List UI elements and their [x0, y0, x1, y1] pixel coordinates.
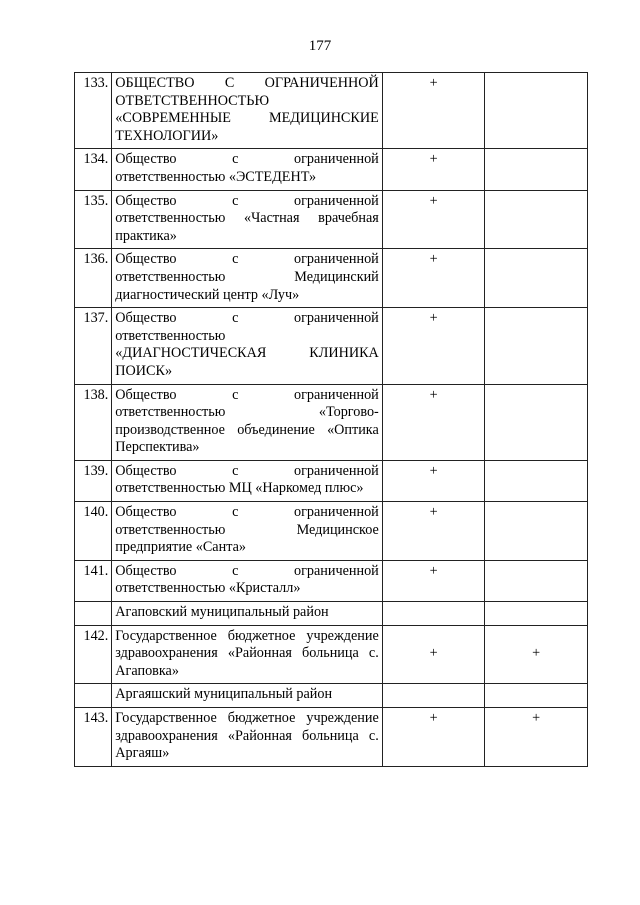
row-number: 133. — [75, 73, 112, 149]
mark-col-1 — [382, 684, 485, 708]
organization-name: ОБЩЕСТВО С ОГРАНИЧЕННОЙ ОТВЕТСТВЕННОСТЬЮ «СОВРЕМЕННЫЕ МЕДИЦИНСКИЕ ТЕХНОЛОГИИ» — [112, 73, 382, 149]
mark-col-1: + — [382, 249, 485, 308]
mark-col-1: + — [382, 560, 485, 601]
row-number — [75, 602, 112, 626]
mark-col-2 — [485, 73, 588, 149]
mark-col-1: + — [382, 708, 485, 767]
organization-name: Общество с ограниченной ответственностью Медицинское предприятие «Санта» — [112, 502, 382, 561]
organization-name: Общество с ограниченной ответственностью Медицинский диагностический центр «Луч» — [112, 249, 382, 308]
table-row — [75, 308, 588, 384]
mark-col-2 — [485, 460, 588, 501]
mark-col-1: + — [382, 73, 485, 149]
mark-col-1: + — [382, 460, 485, 501]
organization-name: Общество с ограниченной ответственностью «Кристалл» — [112, 560, 382, 601]
mark-col-1: + — [382, 384, 485, 460]
row-number: 140. — [75, 502, 112, 561]
mark-col-2 — [485, 190, 588, 249]
row-number: 137. — [75, 308, 112, 384]
mark-col-2 — [485, 684, 588, 708]
row-number: 138. — [75, 384, 112, 460]
table-row — [75, 249, 588, 308]
organization-name: Общество с ограниченной ответственностью «ЭСТЕДЕНТ» — [112, 149, 382, 190]
mark-col-1: + — [382, 308, 485, 384]
mark-col-2 — [485, 560, 588, 601]
row-number: 134. — [75, 149, 112, 190]
organization-name: Государственное бюджетное учреждение здравоохранения «Районная больница с. Аргаяш» — [112, 708, 382, 767]
page-number: 177 — [308, 38, 332, 54]
row-number: 136. — [75, 249, 112, 308]
district-name: Аргаяшский муниципальный район — [112, 684, 382, 708]
organization-name: Общество с ограниченной ответственностью «ДИАГНОСТИЧЕСКАЯ КЛИНИКА ПОИСК» — [112, 308, 382, 384]
organization-name: Общество с ограниченной ответственностью МЦ «Наркомед плюс» — [112, 460, 382, 501]
row-number: 135. — [75, 190, 112, 249]
mark-col-2 — [485, 384, 588, 460]
table-row — [75, 625, 588, 684]
mark-col-1 — [382, 602, 485, 626]
table-row — [75, 190, 588, 249]
table-row — [75, 460, 588, 501]
organization-name: Общество с ограниченной ответственностью «Торгово-производственное объединение «Оптика Перспектива» — [112, 384, 382, 460]
mark-col-1: + — [382, 149, 485, 190]
mark-col-2 — [485, 502, 588, 561]
row-number — [75, 684, 112, 708]
row-number: 142. — [75, 625, 112, 684]
table-row — [75, 73, 588, 149]
mark-col-2 — [485, 249, 588, 308]
mark-col-2: + — [485, 708, 588, 767]
row-number: 139. — [75, 460, 112, 501]
table-row — [75, 502, 588, 561]
table-row — [75, 384, 588, 460]
mark-col-2 — [485, 602, 588, 626]
row-number: 141. — [75, 560, 112, 601]
organization-name: Общество с ограниченной ответственностью «Частная врачебная практика» — [112, 190, 382, 249]
mark-col-1: + — [382, 625, 485, 684]
mark-col-1: + — [382, 502, 485, 561]
table-row — [75, 708, 588, 767]
organizations-table — [74, 72, 588, 767]
district-name: Агаповский муниципальный район — [112, 602, 382, 626]
mark-col-2 — [485, 308, 588, 384]
table-row — [75, 149, 588, 190]
district-row — [75, 684, 588, 708]
mark-col-2: + — [485, 625, 588, 684]
mark-col-2 — [485, 149, 588, 190]
district-row — [75, 602, 588, 626]
mark-col-1: + — [382, 190, 485, 249]
table-row — [75, 560, 588, 601]
row-number: 143. — [75, 708, 112, 767]
organization-name: Государственное бюджетное учреждение здравоохранения «Районная больница с. Агаповка» — [112, 625, 382, 684]
